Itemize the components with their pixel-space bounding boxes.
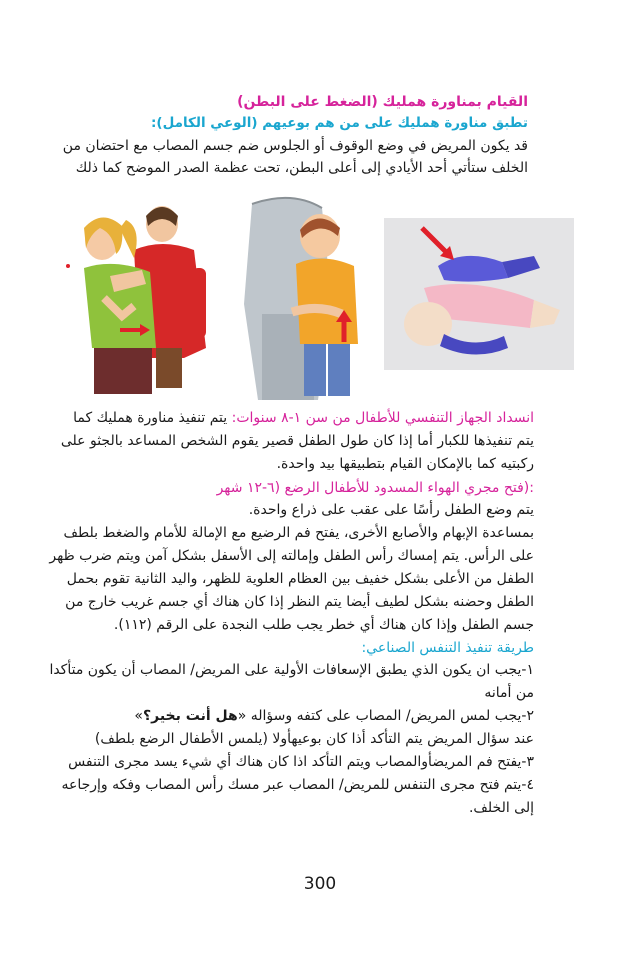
cpr-step2-question: هل أنت بخير؟ xyxy=(143,708,238,724)
section-heading: القيام بمناورة همليك (الضغط على البطن) xyxy=(237,94,528,110)
intro-line: الخلف ستأتي أحد الأيادي إلى أعلى البطن، تحت عظمة الصدر الموضح كما ذلك xyxy=(75,160,528,176)
page-number: 300 xyxy=(303,874,337,894)
cpr-line: ١-يجب ان يكون الذي يطبق الإسعافات الأولية على المريض/ المصاب أن يكون متأكدا xyxy=(49,662,534,678)
obstruction-line: ركبتيه كما بالإمكان القيام بتطبيقها بيد واحدة. xyxy=(276,456,534,472)
cpr-step2-prefix: ٢-يجب لمس المريض/ المصاب على كتفه وسؤاله « xyxy=(237,708,534,724)
infant-line: على الرأس. يتم إمساك رأس الطفل وإمالته إلى الأسفل بشكل آمن ويتم ضرب ظهر xyxy=(49,548,534,564)
section-subheading: تطبق مناورة همليك على من هم بوعيهم (الوعي الكامل): xyxy=(151,115,528,131)
woman-choking-illustration xyxy=(64,198,214,398)
obstruction-text: يتم تنفيذ مناورة همليك كما xyxy=(73,410,232,426)
infant-back-blow-photo xyxy=(384,218,574,370)
cpr-step2-suffix: » xyxy=(134,708,143,724)
cpr-line: ٣-يفتح فم المريضأوالمصاب ويتم التأكد اذا كان هناك أي شيء يسد مجرى التنفس xyxy=(68,754,534,770)
infant-line: يتم وضع الطفل رأسًا على عقب على ذراع واحدة. xyxy=(248,502,534,518)
child-heimlich-illustration xyxy=(222,194,382,400)
cpr-line: عند سؤال المريض يتم التأكد أذا كان بوعيهأولا (يلمس الأطفال الرضع بلطف) xyxy=(94,731,534,747)
infant-title: :(فتح مجري الهواء المسدود للأطفال الرضع (٦-١٢ شهر xyxy=(216,480,534,496)
intro-line: قد يكون المريض في وضع الوقوف أو الجلوس ضم جسم المصاب مع احتضان من xyxy=(62,138,528,154)
obstruction-title: انسداد الجهاز التنفسي للأطفال من سن ١-٨ سنوات: xyxy=(231,410,534,426)
obstruction-line: يتم تنفيذها للكبار أما إذا كان طول الطفل قصير يقوم الشخص المساعد بالجثو على xyxy=(60,433,534,449)
cpr-title: طريقة تنفيذ التنفس الصناعي: xyxy=(361,640,534,656)
infant-line: جسم الطفل وإذا كان هناك أي خطر يجب طلب النجدة على الرقم (١١٢). xyxy=(113,617,534,633)
infant-line: بمساعدة الإبهام والأصابع الأخرى، يفتح فم الرضيع مع الإمالة للأمام والضغط بلطف xyxy=(63,525,534,541)
obstruction-line xyxy=(73,408,534,428)
cpr-step2 xyxy=(94,706,534,726)
cpr-line: إلى الخلف. xyxy=(468,800,534,816)
infant-line: الطفل وحضنه بشكل لطيف أيضا يتم النظر إذا كان هناك أي جسم غريب خارج من xyxy=(65,594,534,610)
infant-line: الطفل من الأعلى بشكل خفيف بين العظام العلوية للظهر، واليد الثانية تقوم بحمل xyxy=(66,571,534,587)
cpr-line: من أمانه xyxy=(484,685,534,701)
cpr-line: ٤-يتم فتح مجرى التنفس للمريض/ المصاب عبر مسك رأس المصاب وفكه وإرجاعه xyxy=(61,777,534,793)
